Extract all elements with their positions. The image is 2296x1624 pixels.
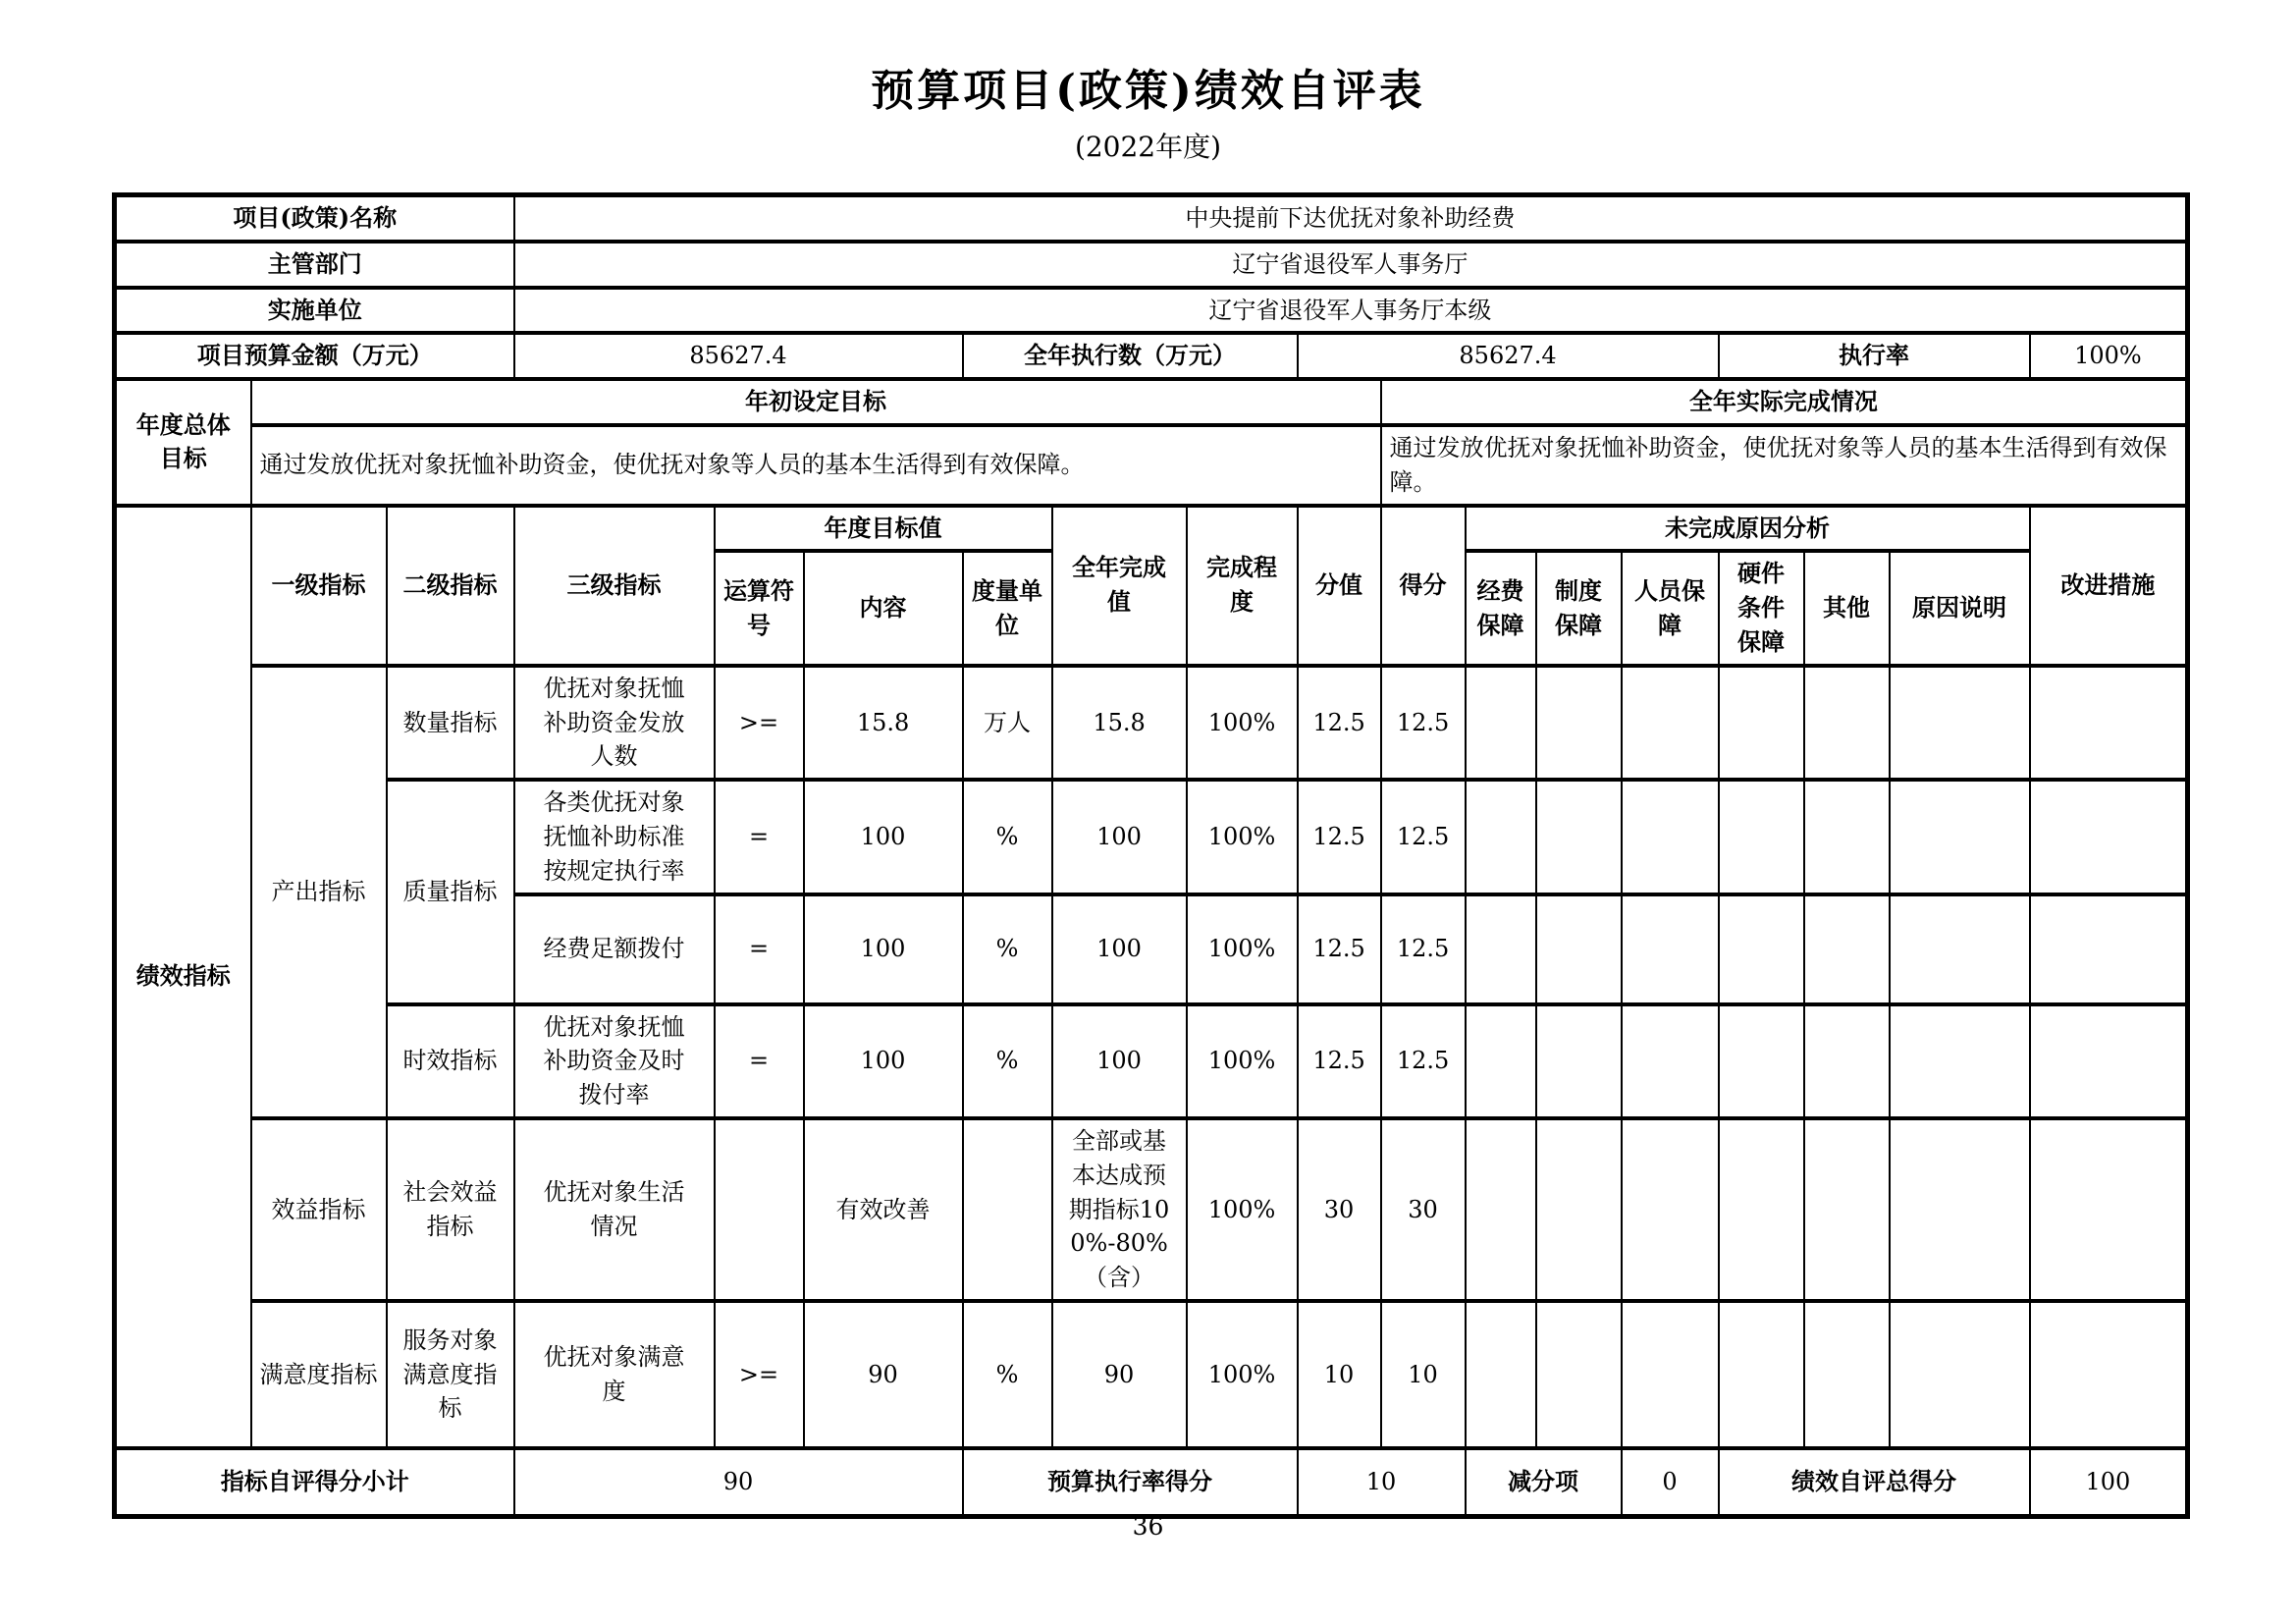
empty-analysis-cell <box>1890 1004 2030 1118</box>
op-value: = <box>715 894 804 1004</box>
actual-value: 100 <box>1052 780 1187 893</box>
page-subtitle: (2022年度) <box>1074 131 1222 163</box>
level3-name: 优抚对象抚恤补助资金及时拨付率 <box>514 1004 715 1118</box>
actual-value: 全部或基本达成预期指标100%-80%（含） <box>1052 1118 1187 1301</box>
header-annual-target: 年度目标值 <box>715 506 1052 552</box>
target-value: 15.8 <box>804 666 963 780</box>
rate-value: 100% <box>2030 333 2188 379</box>
empty-analysis-cell <box>1622 1004 1719 1118</box>
empty-analysis-cell <box>1536 1301 1622 1448</box>
degree-value: 100% <box>1187 1301 1298 1448</box>
header-op: 运算符号 <box>715 551 804 665</box>
empty-analysis-cell <box>1804 666 1890 780</box>
level1-output: 产出指标 <box>251 666 387 1118</box>
empty-analysis-cell <box>1536 666 1622 780</box>
department-label: 主管部门 <box>115 242 514 288</box>
level2-quality: 质量指标 <box>387 780 514 1003</box>
empty-analysis-cell <box>1536 780 1622 893</box>
target-value: 90 <box>804 1301 963 1448</box>
empty-analysis-cell <box>1622 666 1719 780</box>
level2-quantity: 数量指标 <box>387 666 514 780</box>
actual-value: 15.8 <box>1052 666 1187 780</box>
empty-analysis-cell <box>1719 1118 1804 1301</box>
indicator-row-quantity <box>115 666 2188 780</box>
empty-analysis-cell <box>1804 780 1890 893</box>
empty-analysis-cell <box>1719 666 1804 780</box>
total-label: 绩效自评总得分 <box>1719 1448 2030 1517</box>
empty-analysis-cell <box>1536 1004 1622 1118</box>
indicator-row-quality-1 <box>115 780 2188 893</box>
empty-improve-cell <box>2030 780 2188 893</box>
empty-analysis-cell <box>1719 780 1804 893</box>
actual-value: 90 <box>1052 1301 1187 1448</box>
deduct-value: 0 <box>1622 1448 1719 1517</box>
empty-analysis-cell <box>1622 1301 1719 1448</box>
empty-analysis-cell <box>1719 894 1804 1004</box>
goal-planned-text: 通过发放优抚对象抚恤补助资金，使优抚对象等人员的基本生活得到有效保障。 <box>251 425 1381 506</box>
level3-name: 经费足额拨付 <box>514 894 715 1004</box>
empty-improve-cell <box>2030 1118 2188 1301</box>
level1-satisfaction: 满意度指标 <box>251 1301 387 1448</box>
empty-analysis-cell <box>1466 780 1536 893</box>
empty-analysis-cell <box>1890 1118 2030 1301</box>
header-other: 其他 <box>1804 551 1890 665</box>
unit-value: % <box>963 1301 1052 1448</box>
empty-analysis-cell <box>1804 1004 1890 1118</box>
empty-improve-cell <box>2030 894 2188 1004</box>
exec-score-value: 10 <box>1298 1448 1466 1517</box>
empty-improve-cell <box>2030 1004 2188 1118</box>
unit-value <box>963 1118 1052 1301</box>
department-row <box>115 242 2188 288</box>
performance-self-evaluation-table <box>112 192 2190 1519</box>
subtotal-label: 指标自评得分小计 <box>115 1448 514 1517</box>
level2-social-benefit: 社会效益指标 <box>387 1118 514 1301</box>
score-value: 12.5 <box>1381 780 1466 893</box>
points-value: 12.5 <box>1298 780 1381 893</box>
indicator-row-timeliness <box>115 1004 2188 1118</box>
exec-score-label: 预算执行率得分 <box>963 1448 1298 1517</box>
indicator-row-benefit <box>115 1118 2188 1301</box>
project-name-value: 中央提前下达优抚对象补助经费 <box>514 195 2188 242</box>
points-value: 12.5 <box>1298 1004 1381 1118</box>
project-name-row <box>115 195 2188 242</box>
degree-value: 100% <box>1187 894 1298 1004</box>
degree-value: 100% <box>1187 1118 1298 1301</box>
points-value: 30 <box>1298 1118 1381 1301</box>
unit-row <box>115 288 2188 334</box>
degree-value: 100% <box>1187 666 1298 780</box>
empty-analysis-cell <box>1719 1301 1804 1448</box>
header-annual-actual: 全年完成值 <box>1052 506 1187 666</box>
level2-service-satisfaction: 服务对象满意度指标 <box>387 1301 514 1448</box>
indicator-header-row-1 <box>115 506 2188 552</box>
page-title: 预算项目(政策)绩效自评表 <box>871 66 1425 116</box>
goal-planned-header: 年初设定目标 <box>251 379 1381 425</box>
level3-name: 各类优抚对象抚恤补助标准按规定执行率 <box>514 780 715 893</box>
department-value: 辽宁省退役军人事务厅 <box>514 242 2188 288</box>
total-value: 100 <box>2030 1448 2188 1517</box>
empty-analysis-cell <box>1622 780 1719 893</box>
header-staff: 人员保障 <box>1622 551 1719 665</box>
header-improve: 改进措施 <box>2030 506 2188 666</box>
op-value: = <box>715 780 804 893</box>
level3-name: 优抚对象抚恤补助资金发放人数 <box>514 666 715 780</box>
score-value: 12.5 <box>1381 1004 1466 1118</box>
goal-header-row <box>115 379 2188 425</box>
points-value: 12.5 <box>1298 894 1381 1004</box>
empty-analysis-cell <box>1622 1118 1719 1301</box>
execution-value: 85627.4 <box>1298 333 1719 379</box>
empty-analysis-cell <box>1622 894 1719 1004</box>
rate-label: 执行率 <box>1719 333 2030 379</box>
degree-value: 100% <box>1187 1004 1298 1118</box>
header-level1: 一级指标 <box>251 506 387 666</box>
empty-improve-cell <box>2030 1301 2188 1448</box>
header-degree: 完成程度 <box>1187 506 1298 666</box>
op-value <box>715 1118 804 1301</box>
unit-value: % <box>963 1004 1052 1118</box>
degree-value: 100% <box>1187 780 1298 893</box>
deduct-label: 减分项 <box>1466 1448 1622 1517</box>
empty-analysis-cell <box>1536 1118 1622 1301</box>
empty-analysis-cell <box>1890 666 2030 780</box>
header-unfinished-analysis: 未完成原因分析 <box>1466 506 2030 552</box>
score-value: 12.5 <box>1381 666 1466 780</box>
header-level3: 三级指标 <box>514 506 715 666</box>
summary-row <box>115 1448 2188 1517</box>
empty-analysis-cell <box>1466 894 1536 1004</box>
empty-analysis-cell <box>1719 1004 1804 1118</box>
header-system: 制度保障 <box>1536 551 1622 665</box>
empty-analysis-cell <box>1466 1118 1536 1301</box>
level3-name: 优抚对象满意度 <box>514 1301 715 1448</box>
score-value: 12.5 <box>1381 894 1466 1004</box>
budget-row <box>115 333 2188 379</box>
target-value: 100 <box>804 780 963 893</box>
header-fund: 经费保障 <box>1466 551 1536 665</box>
header-content: 内容 <box>804 551 963 665</box>
level3-name: 优抚对象生活情况 <box>514 1118 715 1301</box>
unit-value: % <box>963 894 1052 1004</box>
target-value: 100 <box>804 894 963 1004</box>
empty-improve-cell <box>2030 666 2188 780</box>
level2-timeliness: 时效指标 <box>387 1004 514 1118</box>
empty-analysis-cell <box>1466 1301 1536 1448</box>
empty-analysis-cell <box>1890 780 2030 893</box>
score-value: 10 <box>1381 1301 1466 1448</box>
header-hardware: 硬件条件保障 <box>1719 551 1804 665</box>
page-number: 36 <box>1132 1512 1164 1541</box>
unit-value: 辽宁省退役军人事务厅本级 <box>514 288 2188 334</box>
points-value: 12.5 <box>1298 666 1381 780</box>
unit-value: % <box>963 780 1052 893</box>
score-value: 30 <box>1381 1118 1466 1301</box>
goal-text-row <box>115 425 2188 506</box>
goal-label: 年度总体目标 <box>115 379 251 505</box>
header-level2: 二级指标 <box>387 506 514 666</box>
empty-analysis-cell <box>1804 1118 1890 1301</box>
empty-analysis-cell <box>1466 666 1536 780</box>
op-value: >= <box>715 666 804 780</box>
subtotal-value: 90 <box>514 1448 963 1517</box>
indicators-section-label: 绩效指标 <box>115 506 251 1448</box>
indicator-row-satisfaction <box>115 1301 2188 1448</box>
unit-label: 实施单位 <box>115 288 514 334</box>
budget-label: 项目预算金额（万元） <box>115 333 514 379</box>
points-value: 10 <box>1298 1301 1381 1448</box>
header-points: 分值 <box>1298 506 1381 666</box>
header-reason: 原因说明 <box>1890 551 2030 665</box>
goal-actual-text: 通过发放优抚对象抚恤补助资金，使优抚对象等人员的基本生活得到有效保障。 <box>1381 425 2188 506</box>
empty-analysis-cell <box>1536 894 1622 1004</box>
empty-analysis-cell <box>1890 1301 2030 1448</box>
target-value: 100 <box>804 1004 963 1118</box>
execution-label: 全年执行数（万元） <box>963 333 1298 379</box>
goal-actual-header: 全年实际完成情况 <box>1381 379 2188 425</box>
level1-benefit: 效益指标 <box>251 1118 387 1301</box>
unit-value: 万人 <box>963 666 1052 780</box>
empty-analysis-cell <box>1804 1301 1890 1448</box>
op-value: >= <box>715 1301 804 1448</box>
empty-analysis-cell <box>1890 894 2030 1004</box>
header-unit: 度量单位 <box>963 551 1052 665</box>
project-name-label: 项目(政策)名称 <box>115 195 514 242</box>
op-value: = <box>715 1004 804 1118</box>
budget-value: 85627.4 <box>514 333 963 379</box>
target-value: 有效改善 <box>804 1118 963 1301</box>
empty-analysis-cell <box>1466 1004 1536 1118</box>
actual-value: 100 <box>1052 894 1187 1004</box>
empty-analysis-cell <box>1804 894 1890 1004</box>
actual-value: 100 <box>1052 1004 1187 1118</box>
header-score: 得分 <box>1381 506 1466 666</box>
